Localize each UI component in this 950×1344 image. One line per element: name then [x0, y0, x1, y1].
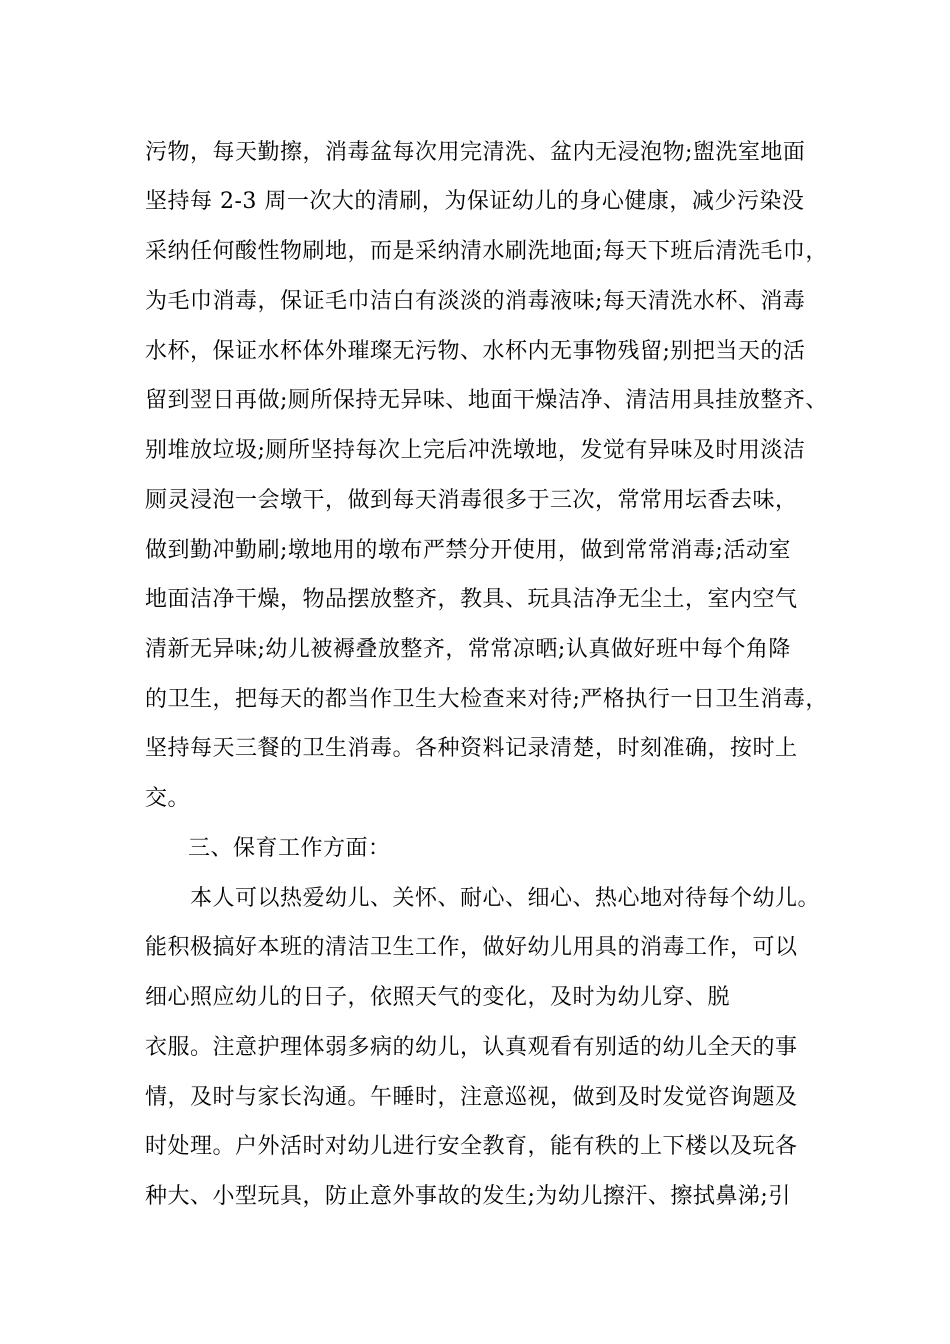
text-line: 种大、小型玩具，防止意外事故的发生;为幼儿擦汗、擦拭鼻涕;引	[145, 1184, 791, 1209]
text-line: 清新无异味;幼儿被褥叠放整齐，常常凉晒;认真做好班中每个角降	[145, 637, 791, 662]
text-line: 污物，每天勤擦，消毒盆每次用完清洗、盆内无浸泡物;盥洗室地面	[145, 140, 806, 165]
text-line: 地面洁净干燥，物品摆放整齐，教具、玩具洁净无尘土，室内空气	[145, 587, 798, 612]
text-line: 的卫生，把每天的都当作卫生大检查来对待;严格执行一日卫生消毒，	[145, 687, 828, 712]
text-line: 别堆放垃圾;厕所坚持每次上完后冲洗墩地，发觉有异味及时用淡洁	[145, 438, 806, 463]
text-line: 衣服。注意护理体弱多病的幼儿，认真观看有别适的幼儿全天的事	[145, 1035, 798, 1060]
text-line: 厕灵浸泡一会墩干，做到每天消毒很多于三次，常常用坛香去味，	[145, 488, 798, 513]
text-line: 为毛巾消毒，保证毛巾洁白有淡淡的消毒液味;每天清洗水杯、消毒	[145, 289, 806, 314]
section-heading: 三、保育工作方面：	[188, 836, 391, 861]
text-line: 交。	[145, 786, 191, 811]
text-line: 留到翌日再做;厕所保持无异味、地面干燥洁净、清洁用具挂放整齐、	[145, 388, 828, 413]
text-line: 细心照应幼儿的日子，依照天气的变化，及时为幼儿穿、脱	[145, 985, 731, 1010]
text-line: 能积极搞好本班的清洁卫生工作，做好幼儿用具的消毒工作，可以	[145, 935, 798, 960]
text-line: 水杯，保证水杯体外璀璨无污物、水杯内无事物残留;别把当天的活	[145, 339, 806, 364]
text-line: 采纳任何酸性物刷地，而是采纳清水刷洗地面;每天下班后清洗毛巾，	[145, 239, 828, 264]
text-line: 坚持每 2-3 周一次大的清刷，为保证幼儿的身心健康，减少污染没	[145, 189, 805, 214]
text-line: 做到勤冲勤刷;墩地用的墩布严禁分开使用，做到常常消毒;活动室	[145, 538, 791, 563]
text-line: 本人可以热爱幼儿、关怀、耐心、细心、热心地对待每个幼儿。	[190, 886, 821, 911]
text-line: 时处理。户外活时对幼儿进行安全教育，能有秩的上下楼以及玩各	[145, 1134, 798, 1159]
text-line: 情，及时与家长沟通。午睡时，注意巡视，做到及时发觉咨询题及	[145, 1085, 798, 1110]
text-line: 坚持每天三餐的卫生消毒。各种资料记录清楚，时刻准确，按时上	[145, 736, 798, 761]
